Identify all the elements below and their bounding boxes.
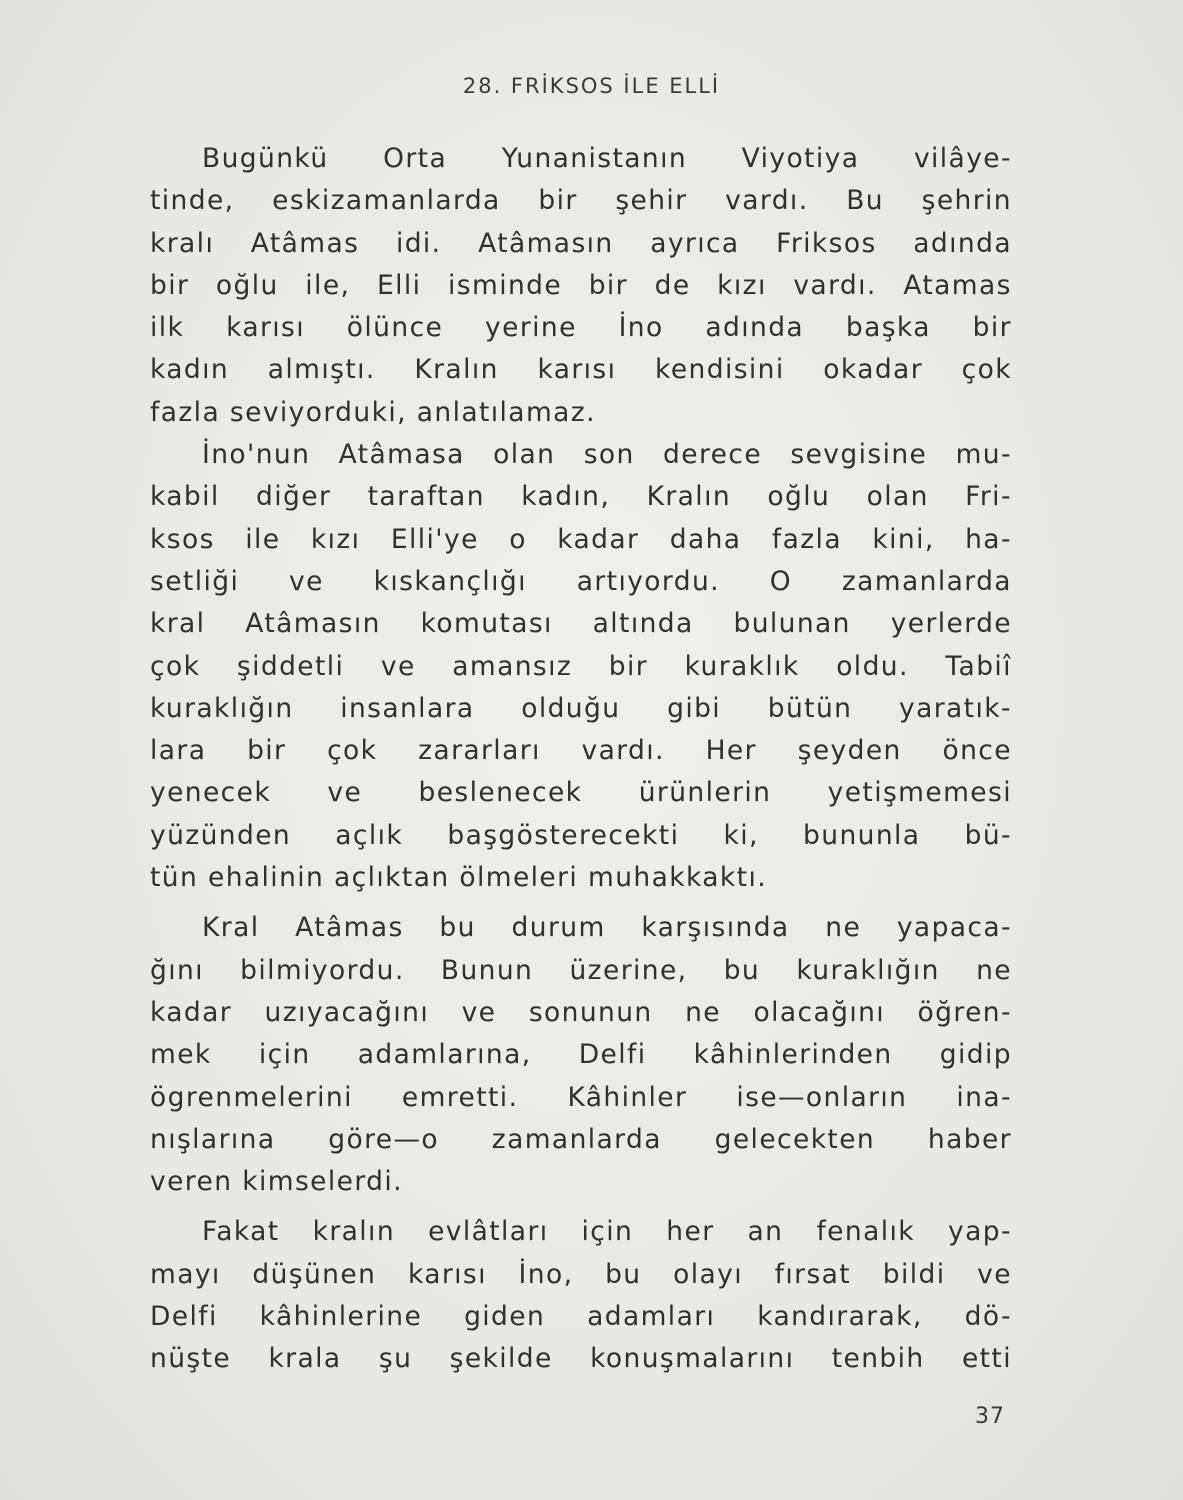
word: bü- <box>964 819 1012 851</box>
word: oldu. <box>836 650 909 682</box>
word: öğren- <box>917 996 1012 1028</box>
word: mayı <box>150 1258 221 1290</box>
word: adında <box>705 312 805 344</box>
word: yapaca- <box>896 912 1012 944</box>
body-text <box>150 138 1012 1381</box>
word: adamları <box>587 1301 716 1333</box>
chapter-title: 28. FRİKSOS İLE ELLİ <box>462 74 721 98</box>
word: kadın, <box>521 481 611 513</box>
text-line <box>150 223 1012 265</box>
word: Delfi <box>150 1301 218 1333</box>
word: emretti. <box>401 1081 519 1113</box>
word: vardı. <box>581 735 665 767</box>
word: tinde, <box>150 185 235 217</box>
word: amansız <box>452 650 573 682</box>
word: beslenecek <box>418 777 583 809</box>
word: yerine <box>485 312 577 344</box>
word: mu- <box>955 439 1012 471</box>
word: taraftan <box>367 481 485 513</box>
word: bu <box>723 954 761 986</box>
word: ğını <box>150 954 204 986</box>
word: her <box>666 1216 715 1248</box>
justified-line-text <box>150 950 1012 992</box>
word: daha <box>669 523 742 555</box>
word: kralı <box>150 227 215 259</box>
word: fırsat <box>774 1258 852 1290</box>
word: bir <box>588 269 628 301</box>
word: ise—onların <box>736 1081 908 1113</box>
word: Her <box>705 735 757 767</box>
word: sevgisine <box>790 439 928 471</box>
word: eskizamanlarda <box>272 185 501 217</box>
word: okadar <box>823 354 923 386</box>
word: İno <box>618 312 664 344</box>
word: fazla <box>771 523 842 555</box>
text-line <box>150 561 1012 603</box>
word: açlık <box>335 819 404 851</box>
word: an <box>747 1216 784 1248</box>
text-line <box>150 138 1012 180</box>
word: lara <box>150 735 207 767</box>
word: bir <box>538 185 578 217</box>
word: ve <box>461 996 497 1028</box>
justified-line-text <box>150 1338 1012 1380</box>
justified-line-text <box>150 180 1012 222</box>
word: bir <box>608 650 649 682</box>
word: ölünce <box>346 312 444 344</box>
word: bir <box>247 735 287 767</box>
word: mek <box>150 1039 212 1071</box>
word: de <box>654 269 691 301</box>
word: ve <box>289 565 324 597</box>
word: gelecekten <box>714 1123 876 1155</box>
word: giden <box>464 1301 546 1333</box>
word: ha- <box>965 523 1012 555</box>
word: olayı <box>673 1258 744 1290</box>
word: ile <box>245 523 281 555</box>
justified-line-text <box>202 1211 1012 1253</box>
justified-line-text <box>150 815 1012 857</box>
word: kâhinlerine <box>259 1301 423 1333</box>
word: şehrin <box>921 185 1012 217</box>
word: durum <box>511 912 606 944</box>
word: Atâmasın <box>478 227 614 259</box>
text-line <box>150 265 1012 307</box>
word: kabil <box>150 481 220 513</box>
justified-line-text <box>202 138 1012 180</box>
word: komutası <box>420 608 553 640</box>
paragraph-4 <box>150 1211 1012 1380</box>
text-line <box>150 1254 1012 1296</box>
word: kuraklık <box>684 650 800 682</box>
word: Bu <box>846 185 884 217</box>
paragraph-2 <box>150 434 1012 899</box>
word: konuşmalarını <box>590 1343 795 1375</box>
paragraph-3 <box>150 907 1012 1203</box>
word: Tabiî <box>945 650 1012 682</box>
justified-line-text <box>150 1254 1012 1296</box>
word: Atamas <box>903 269 1012 301</box>
page-number: 37 <box>975 1404 1005 1429</box>
word: olan <box>493 439 556 471</box>
word: o <box>509 523 527 555</box>
word: ve <box>977 1258 1012 1290</box>
justified-line-text <box>150 688 1012 730</box>
word: tenbih <box>831 1343 925 1375</box>
text-line <box>150 646 1012 688</box>
word: diğer <box>256 481 332 513</box>
word: başgösterecekti <box>447 819 680 851</box>
text-line: tün ehalinin açlıktan ölmeleri muhakkaktı. <box>150 862 768 894</box>
justified-line-text <box>150 307 1012 349</box>
word: Yunanistanın <box>501 143 688 174</box>
word: olacağını <box>753 996 886 1028</box>
word: düşünen <box>252 1258 377 1290</box>
word: ayrıca <box>650 227 740 259</box>
word: Elli'ye <box>390 523 479 555</box>
word: olduğu <box>521 692 621 724</box>
justified-line-text <box>150 730 1012 772</box>
word: yap- <box>948 1216 1012 1248</box>
justified-line-text <box>150 992 1012 1034</box>
text-line <box>150 992 1012 1034</box>
word: şehir <box>615 185 688 217</box>
word: kadar <box>150 996 233 1028</box>
word: ürünlerin <box>638 777 772 809</box>
word: göre—o <box>328 1123 439 1155</box>
word: karısı <box>537 354 617 386</box>
word: kıskançlığı <box>373 565 527 597</box>
word: ne <box>685 996 721 1028</box>
word: Atâmas <box>250 227 360 259</box>
text-line <box>150 1077 1012 1119</box>
text-line <box>150 434 1012 476</box>
word: ne <box>976 954 1012 986</box>
word: Atâmasa <box>338 439 465 471</box>
word: kralın <box>312 1216 396 1248</box>
justified-line-text <box>202 907 1012 949</box>
word: ksos <box>150 523 215 555</box>
word: önce <box>942 735 1012 767</box>
word: kendisini <box>655 354 785 386</box>
text-line <box>150 1338 1012 1380</box>
word: bununla <box>803 819 921 851</box>
word: için <box>258 1039 311 1071</box>
word: Bunun <box>440 954 534 986</box>
word: şekilde <box>449 1343 553 1375</box>
word: başka <box>845 312 931 344</box>
word: Fri- <box>965 481 1012 513</box>
text-line <box>150 603 1012 645</box>
word: şiddetli <box>236 650 345 682</box>
word: altında <box>592 608 694 640</box>
justified-line-text <box>150 772 1012 814</box>
text-line <box>150 907 1012 949</box>
word: sonunun <box>528 996 653 1028</box>
word: kadar <box>557 523 640 555</box>
word: fenalık <box>816 1216 915 1248</box>
justified-line-text <box>150 1119 1012 1161</box>
word: yerlerde <box>890 608 1012 640</box>
word: uzıyacağını <box>264 996 430 1028</box>
word: kuraklığın <box>796 954 940 986</box>
word: yüzünden <box>150 819 292 851</box>
text-line: veren kimselerdi. <box>150 1166 403 1198</box>
word: bütün <box>767 692 853 724</box>
word: vilâye- <box>913 143 1012 174</box>
word: yaratık- <box>899 692 1012 724</box>
word: bu <box>439 912 476 944</box>
word: yetişmemesi <box>827 777 1012 809</box>
word: nüşte <box>150 1343 232 1375</box>
word: yenecek <box>150 777 272 809</box>
word: zamanlarda <box>491 1123 662 1155</box>
word: Kral <box>202 912 260 944</box>
word: kini, <box>872 523 935 555</box>
word: kuraklığın <box>150 692 294 724</box>
word: ögrenmelerini <box>150 1081 353 1113</box>
word: artıyordu. <box>576 565 720 597</box>
word: ve <box>327 777 363 809</box>
word: bir <box>150 269 190 301</box>
word: adamlarına, <box>357 1039 532 1071</box>
word: setliği <box>150 565 240 597</box>
word: Elli <box>376 269 422 301</box>
word: İno, <box>518 1258 574 1290</box>
word: almıştı. <box>267 354 376 386</box>
word: Kâhinler <box>567 1081 688 1113</box>
justified-line-text <box>150 265 1012 307</box>
text-line <box>150 730 1012 772</box>
paragraph-1 <box>150 138 1012 434</box>
word: kral <box>150 608 206 640</box>
word: karısı <box>407 1258 487 1290</box>
word: Orta <box>383 143 448 174</box>
word: vardı. <box>793 269 877 301</box>
word: Viyotiya <box>741 143 860 174</box>
word: ilk <box>150 312 185 344</box>
word: bu <box>605 1258 642 1290</box>
text-line <box>150 772 1012 814</box>
word: Fakat <box>202 1216 280 1248</box>
word: haber <box>927 1123 1012 1155</box>
word: bulunan <box>733 608 851 640</box>
word: üzerine, <box>569 954 688 986</box>
word: derece <box>663 439 763 471</box>
text-line <box>150 307 1012 349</box>
word: kadın <box>150 354 230 386</box>
text-line: fazla seviyorduki, anlatılamaz. <box>150 396 596 428</box>
word: ne <box>825 912 862 944</box>
word: Friksos <box>776 227 877 259</box>
text-line <box>150 476 1012 518</box>
word: insanlara <box>340 692 475 724</box>
word: bildi <box>882 1258 946 1290</box>
justified-line-text <box>150 1296 1012 1338</box>
text-line <box>150 815 1012 857</box>
word: Kralın <box>646 481 732 513</box>
word: Atâmas <box>295 912 404 944</box>
word: oğlu <box>215 269 279 301</box>
justified-line-text <box>150 223 1012 265</box>
word: nışlarına <box>150 1123 276 1155</box>
word: ve <box>380 650 416 682</box>
word: idi. <box>395 227 442 259</box>
word: ina- <box>956 1081 1012 1113</box>
word: etti <box>961 1343 1012 1375</box>
word: şu <box>378 1343 413 1375</box>
word: kandırarak, <box>757 1301 923 1333</box>
justified-line-text <box>150 349 1012 391</box>
word: bir <box>972 312 1012 344</box>
text-line <box>150 519 1012 561</box>
text-line <box>150 950 1012 992</box>
word: gibi <box>667 692 722 724</box>
justified-line-text <box>202 434 1012 476</box>
word: Atâmasın <box>245 608 381 640</box>
text-line <box>150 1119 1012 1161</box>
word: Delfi <box>578 1039 647 1071</box>
word: oğlu <box>767 481 831 513</box>
paragraph-spacer <box>150 899 1012 907</box>
text-line <box>150 1034 1012 1076</box>
word: kâhinlerinden <box>693 1039 893 1071</box>
word: için <box>581 1216 634 1248</box>
word: ki, <box>723 819 759 851</box>
word: çok <box>327 735 378 767</box>
word: karısı <box>226 312 306 344</box>
word: karşısında <box>641 912 790 944</box>
justified-line-text <box>150 646 1012 688</box>
word: olan <box>866 481 929 513</box>
justified-line-text <box>150 603 1012 645</box>
text-line <box>150 349 1012 391</box>
justified-line-text <box>150 476 1012 518</box>
justified-line-text <box>150 1034 1012 1076</box>
word: kızı <box>310 523 361 555</box>
word: şeyden <box>797 735 902 767</box>
word: dö- <box>964 1301 1012 1333</box>
text-line <box>150 1211 1012 1253</box>
word: son <box>583 439 635 471</box>
word: çok <box>961 354 1012 386</box>
word: adında <box>913 227 1012 259</box>
justified-line-text <box>150 1077 1012 1119</box>
word: krala <box>268 1343 342 1375</box>
word: bilmiyordu. <box>240 954 405 986</box>
word: çok <box>150 650 201 682</box>
word: zararları <box>418 735 541 767</box>
justified-line-text <box>150 519 1012 561</box>
word: vardı. <box>725 185 809 217</box>
word: zamanlarda <box>841 565 1012 597</box>
word: evlâtları <box>428 1216 549 1248</box>
word: ile, <box>305 269 351 301</box>
word: isminde <box>448 269 563 301</box>
paragraph-spacer <box>150 1203 1012 1211</box>
word: kızı <box>717 269 767 301</box>
word: Kralın <box>414 354 499 386</box>
word: gidip <box>939 1039 1012 1071</box>
justified-line-text <box>150 561 1012 603</box>
word: İno'nun <box>202 439 311 471</box>
text-line <box>150 1296 1012 1338</box>
word: Bugünkü <box>202 143 329 174</box>
text-line <box>150 180 1012 222</box>
text-line <box>150 688 1012 730</box>
word: O <box>769 565 793 597</box>
